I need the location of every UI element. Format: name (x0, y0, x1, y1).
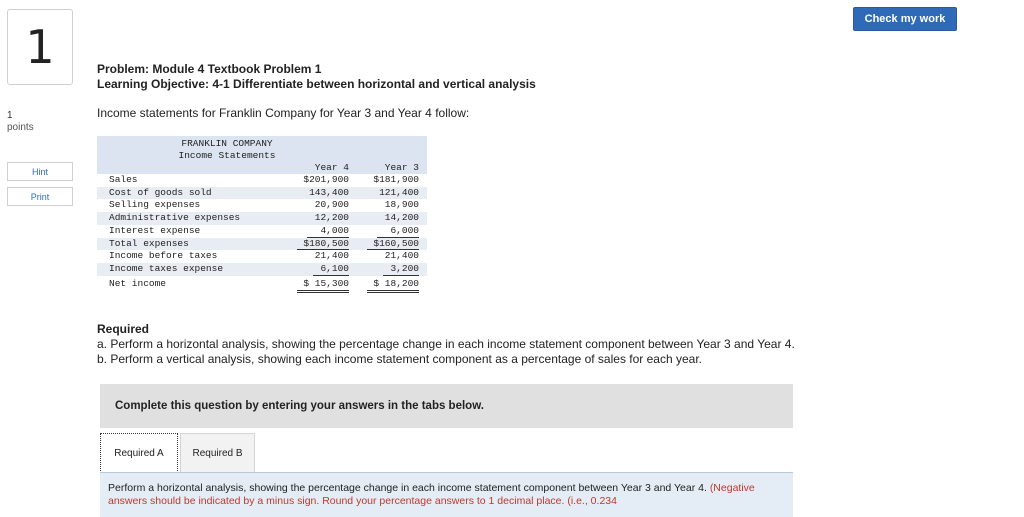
row-label: Net income (109, 277, 167, 289)
income-statement-table (97, 136, 427, 301)
tab-content-note: (Negative answers should be indicated by a minus sign. Round your percentage answers to 1 decimal place. (i.e., 0.234 (108, 482, 755, 507)
requirement-a: a. Perform a horizontal analysis, showing the percentage change in each income statement component between Year 3 and Year 4. (97, 337, 795, 351)
table-row (97, 187, 427, 200)
table-row (97, 238, 427, 251)
year4-value: 143,400 (309, 186, 349, 198)
year4-value: 20,900 (314, 199, 349, 211)
tab-required-a[interactable]: Required A (100, 433, 178, 473)
year4-value: 12,200 (314, 212, 349, 224)
year4-value: 21,400 (314, 250, 349, 262)
points-value: 1 (7, 110, 13, 121)
print-button[interactable]: Print (7, 187, 73, 206)
problem-title: Problem: Module 4 Textbook Problem 1 (97, 62, 322, 76)
tab-content-text: Perform a horizontal analysis, showing the percentage change in each income statement component between Year 3 and Year 4. (108, 482, 707, 494)
year3-value: $160,500 (373, 237, 419, 249)
col-header-year4: Year 4 (314, 162, 349, 173)
year4-value: $201,900 (303, 174, 349, 185)
hint-button[interactable]: Hint (7, 162, 73, 181)
table-row (97, 250, 427, 263)
table-row (97, 263, 427, 276)
year4-value: $ 15,300 (303, 277, 349, 289)
required-heading: Required (97, 322, 150, 336)
table-row (97, 278, 427, 291)
year3-value: $ 18,200 (373, 277, 419, 289)
instructions-banner: Complete this question by entering your answers in the tabs below. (100, 384, 793, 428)
row-label: Sales (109, 174, 138, 185)
points-label: points (7, 122, 34, 133)
table-row (97, 174, 427, 187)
col-header-year3: Year 3 (384, 162, 419, 173)
year3-value: $181,900 (373, 174, 419, 185)
year3-value: 21,400 (384, 250, 419, 262)
row-label: Cost of goods sold (109, 186, 212, 198)
tab-required-b[interactable]: Required B (180, 433, 255, 473)
table-row (97, 225, 427, 238)
year3-value: 18,900 (384, 199, 419, 211)
statement-title: Income Statements (178, 150, 276, 161)
learning-objective: Learning Objective: 4-1 Differentiate between horizontal and vertical analysis (97, 77, 536, 91)
row-label: Interest expense (109, 224, 201, 236)
question-number: 1 (7, 9, 73, 85)
row-label: Selling expenses (109, 199, 201, 211)
requirement-b: b. Perform a vertical analysis, showing each income statement component as a percentage of sales for each year. (97, 352, 702, 366)
company-name: FRANKLIN COMPANY (181, 138, 273, 149)
year4-value: 4,000 (320, 224, 349, 236)
tab-content (100, 472, 793, 517)
row-label: Total expenses (109, 237, 189, 249)
year3-value: 121,400 (379, 186, 419, 198)
year4-value: 6,100 (320, 262, 349, 274)
year3-value: 3,200 (390, 262, 419, 274)
row-label: Administrative expenses (109, 212, 241, 224)
problem-intro: Income statements for Franklin Company for Year 3 and Year 4 follow: (97, 106, 470, 120)
table-row (97, 199, 427, 212)
table-row (97, 212, 427, 225)
year4-value: $180,500 (303, 237, 349, 249)
year3-value: 14,200 (384, 212, 419, 224)
year3-value: 6,000 (390, 224, 419, 236)
row-label: Income before taxes (109, 250, 218, 262)
check-my-work-button[interactable]: Check my work (853, 7, 957, 31)
row-label: Income taxes expense (109, 262, 224, 274)
